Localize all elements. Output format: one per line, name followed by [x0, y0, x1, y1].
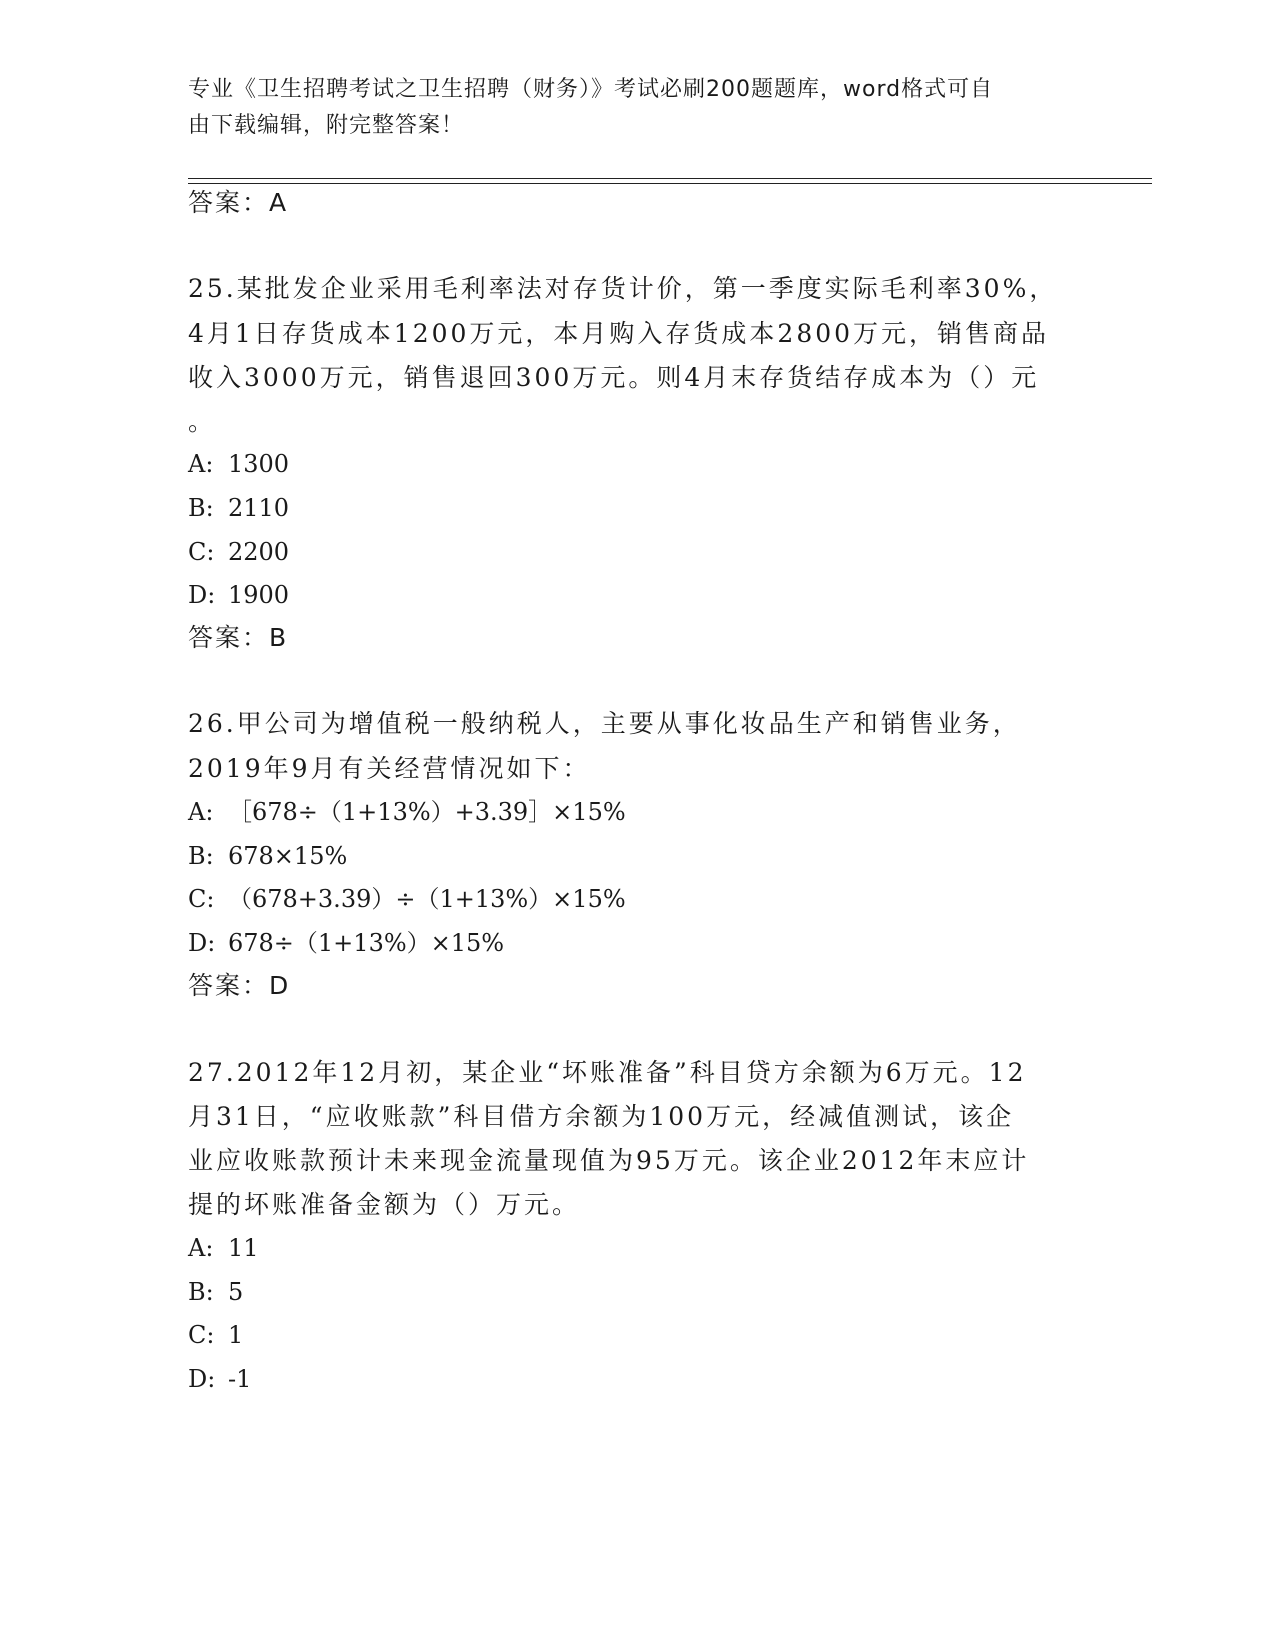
- question-26-option-c: [188, 884, 626, 914]
- question-27-option-d: [188, 1364, 251, 1394]
- option-text: -1: [228, 1365, 252, 1393]
- question-27-line-2: 月31日，“应收账款”科目借方余额为100万元，经减值测试，该企: [188, 1102, 1015, 1131]
- question-27-option-a: [188, 1233, 259, 1263]
- option-letter: B:: [188, 1278, 214, 1306]
- question-25-answer: 答案：B: [188, 623, 289, 652]
- header-line-1: 专业《卫生招聘考试之卫生招聘（财务）》考试必刷200题题库，word格式可自: [188, 77, 994, 102]
- question-27-line-4: 提的坏账准备金额为（）万元。: [188, 1190, 581, 1219]
- question-26-option-b: [188, 841, 347, 871]
- answer-24: 答案：A: [188, 188, 289, 217]
- question-25-option-d: [188, 580, 289, 610]
- question-25-line-2: 4月1日存货成本1200万元，本月购入存货成本2800万元，销售商品: [188, 319, 1050, 348]
- question-25-line-4: 。: [188, 407, 217, 436]
- question-27-line-1: 27.2012年12月初，某企业“坏账准备”科目贷方余额为6万元。12: [188, 1058, 1027, 1087]
- option-letter: A:: [188, 450, 214, 478]
- option-letter: C:: [188, 885, 215, 913]
- header-divider-top: [188, 178, 1152, 179]
- option-letter: A:: [188, 1234, 214, 1262]
- question-26-line-2: 2019年9月有关经营情况如下：: [188, 754, 591, 783]
- question-25-line-1: 25.某批发企业采用毛利率法对存货计价，第一季度实际毛利率30%，: [188, 274, 1058, 303]
- option-letter: B:: [188, 494, 214, 522]
- question-25-option-a: [188, 449, 289, 479]
- question-27-option-c: [188, 1320, 243, 1350]
- option-text: 2200: [228, 538, 290, 566]
- question-27-line-3: 业应收账款预计未来现金流量现值为95万元。该企业2012年末应计: [188, 1146, 1030, 1175]
- document-header: [188, 72, 1068, 144]
- option-text: 5: [228, 1278, 244, 1306]
- question-27-option-b: [188, 1277, 243, 1307]
- option-text: ［678÷（1+13%）+3.39］×15%: [228, 798, 626, 826]
- option-text: 678÷（1+13%）×15%: [228, 929, 505, 957]
- option-text: 678×15%: [228, 842, 348, 870]
- option-text: 1: [228, 1321, 244, 1349]
- header-divider-bottom: [188, 183, 1152, 184]
- option-letter: A:: [188, 798, 214, 826]
- option-letter: D:: [188, 581, 216, 609]
- question-25-line-3: 收入3000万元，销售退回300万元。则4月末存货结存成本为（）元: [188, 363, 1040, 392]
- option-text: （678+3.39）÷（1+13%）×15%: [228, 885, 626, 913]
- question-25-option-b: [188, 493, 289, 523]
- option-letter: C:: [188, 538, 215, 566]
- question-26-answer: 答案：D: [188, 971, 291, 1000]
- option-letter: B:: [188, 842, 214, 870]
- option-text: 1300: [228, 450, 290, 478]
- option-text: 1900: [228, 581, 290, 609]
- question-26-line-1: 26.甲公司为增值税一般纳税人，主要从事化妆品生产和销售业务，: [188, 709, 1021, 738]
- option-letter: D:: [188, 1365, 216, 1393]
- option-letter: D:: [188, 929, 216, 957]
- question-25-option-c: [188, 537, 289, 567]
- option-letter: C:: [188, 1321, 215, 1349]
- option-text: 2110: [228, 494, 290, 522]
- option-text: 11: [228, 1234, 259, 1262]
- question-26-option-d: [188, 928, 504, 958]
- question-26-option-a: [188, 797, 626, 827]
- header-line-2: 由下载编辑，附完整答案！: [188, 113, 465, 138]
